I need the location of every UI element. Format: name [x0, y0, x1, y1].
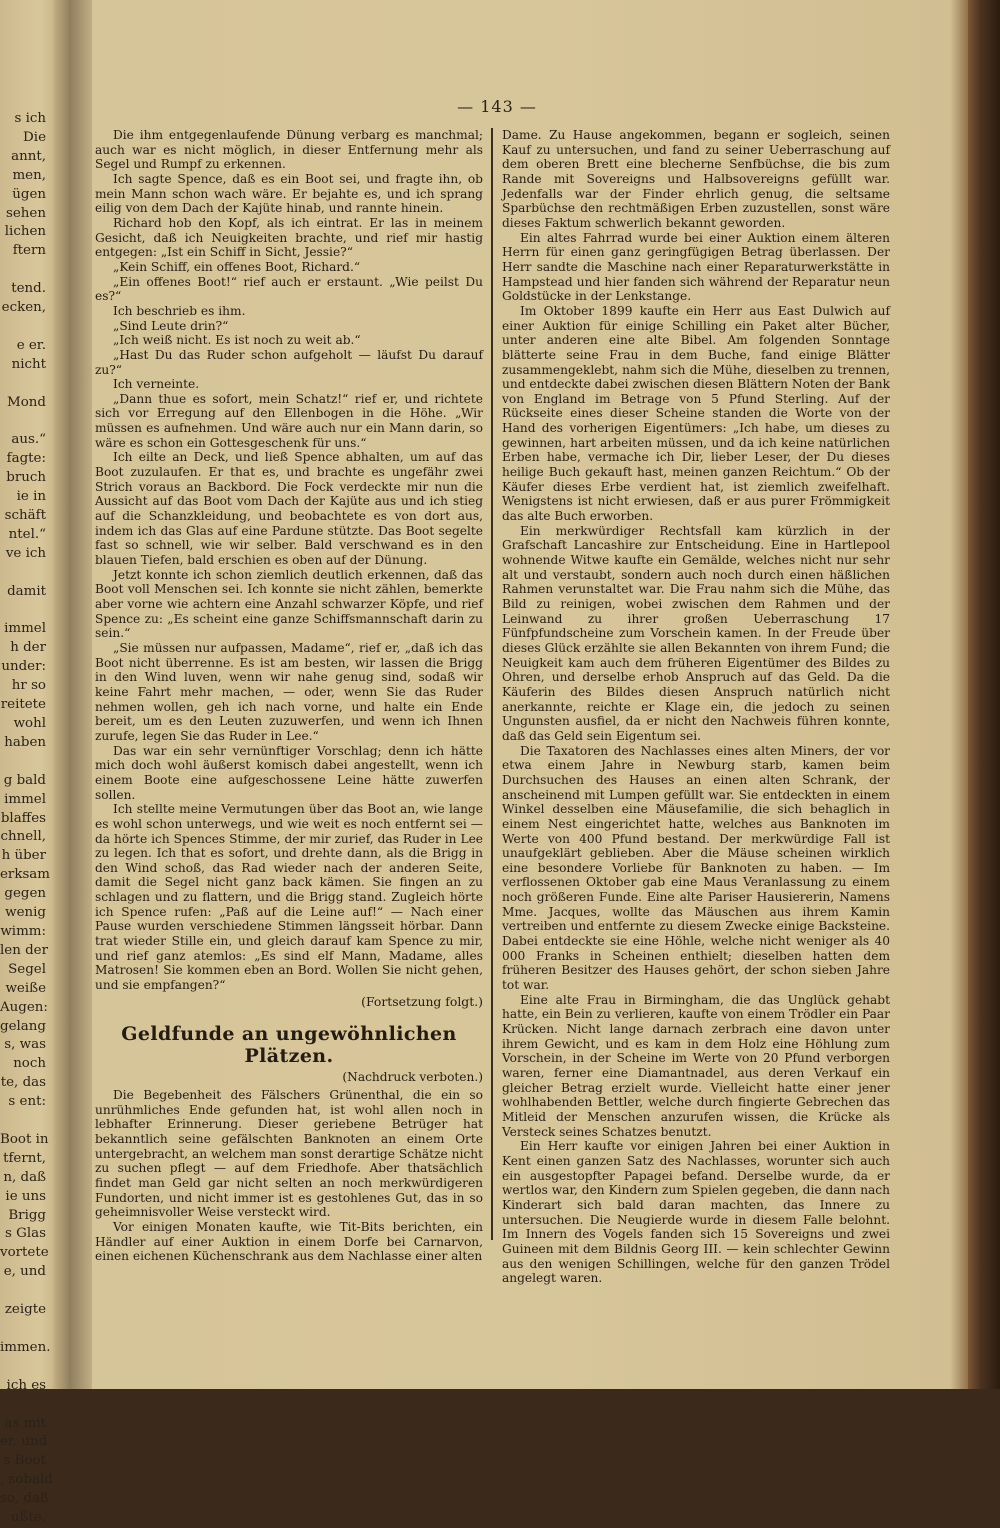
- paragraph: Die Begebenheit des Fälschers Grünenthal, die ein so unrühmliches Ende gefunden hat, ist wohl allen noch in lebhafter Erinnerung. Dieser geriebene Betrüger hat bekanntlich seine gefälschten Banknoten an einem Orte untergebracht, an welchem man sonst derartige Schätze nicht zu suchen pflegt — auf dem Friedhofe. Aber thatsächlich findet man Geld gar nicht selten an noch merkwürdigeren Fundorten, und nicht immer ist es gestohlenes Gut, das in so geheimnisvoller Weise versteckt wird.: [95, 1088, 483, 1220]
- book-edge: [968, 0, 1000, 1389]
- margin-fragment: er, und: [0, 1434, 48, 1450]
- margin-fragment: Segel: [8, 961, 46, 977]
- paragraph: Vor einigen Monaten kaufte, wie Tit-Bits berichten, ein Händler auf einer Auktion in einem Dorfe bei Carnarvon, einen eichenen Küchenschrank aus dem Nachlasse einer alten: [95, 1219, 483, 1264]
- margin-fragment: s ent:: [8, 1094, 46, 1110]
- margin-fragment: ie in: [16, 489, 46, 505]
- margin-fragment: gegen: [4, 886, 46, 902]
- margin-fragment: ie uns: [5, 1188, 46, 1204]
- margin-fragment: [0, 1396, 50, 1415]
- paragraph: Ein merkwürdiger Rechtsfall kam kürzlich in der Grafschaft Lancashire zur Entscheidung. Eine in Hartlepool wohnende Witwe kaufte ein Gemälde, welches nicht nur sehr alt und verstaubt, sondern auch noch durch einen häßlichen Rahmen verunstaltet war. Die Frau nahm sich die Mühe, das Bild zu reinigen, wobei zwischen dem Rahmen und der Leinwand zu ihrer großen Ueberraschung 17 Fünfpfundscheine zum Vorschein kamen. In der Freude über dieses Glück erzählte sie allen Bekannten von ihrem Fund; die Neuigkeit kam auch dem früheren Eigentümer des Bildes zu Ohren, und derselbe erhob Anspruch auf das Geld. Da die Käuferin des Bildes diesen Anspruch natürlich nicht anerkannte, reichte er Klage ein, die jedoch zu seinen Ungunsten ausfiel, da er nicht den Nachweis führen konnte, daß das Geld sein Eigentum sei.: [502, 523, 890, 743]
- margin-fragment: so, daß: [0, 1491, 49, 1507]
- reprint-notice: (Nachdruck verboten.): [342, 1070, 483, 1085]
- margin-fragment: erksam: [0, 867, 50, 883]
- paragraph: Im Oktober 1899 kaufte ein Herr aus East Dulwich auf einer Auktion für einige Schilling ein Paket alter Bücher, unter anderen eine alte Bibel. Am folgenden Sonntage blätterte seine Frau in dem Buche, fand einige Blätter zusammengeklebt, nahm sich die Mühe, dieselben zu trennen, und entdeckte dabei zwischen diesen Blättern Noten der Bank von England im Betrage von 5 Pfund Sterling. Auf der Rückseite eines dieser Scheine standen die Worte von der Hand des vorherigen Eigentümers: „Ich habe, um dieses zu gewinnen, hart arbeiten müssen, und da ich keine natürlichen Erben habe, vermache ich Dir, lieber Leser, der Du dieses heilige Buch gekauft hast, meinen ganzen Reichtum.“ Ob der Käufer dieses Erbe verdient hat, ist ziemlich zweifelhaft. Wenigstens ist nicht erwiesen, daß er aus purer Frömmigkeit das alte Buch erworben.: [502, 303, 890, 524]
- margin-fragment: [0, 1112, 50, 1131]
- paragraph: „Ich weiß nicht. Es ist noch zu weit ab.“: [113, 333, 361, 348]
- paragraph: „Sind Leute drin?“: [113, 318, 229, 333]
- previous-page-margin: [0, 110, 53, 1526]
- paragraph: Ich sagte Spence, daß es ein Boot sei, und fragte ihn, ob mein Mann schon wach wäre. Er bejahte es, und ich sprang eilig von dem Dach der Kajüte hinab, und rannte hinein.: [95, 171, 483, 216]
- paragraph: Ein Herr kaufte vor einigen Jahren bei einer Auktion in Kent einen ganzen Satz des Nachlasses, worunter sich auch ein ausgestopfter Papagei befand. Derselbe wurde, da er wertlos war, den Kindern zum Spielen gegeben, die dann nach Kinderart sich bald daran machten, das Innere zu untersuchen. Die Neugierde wurde in diesem Falle belohnt. Im Innern des Vogels fanden sich 15 Sovereigns und zwei Guineen mit dem Bildnis Georg III. — kein schlechter Gewinn aus den wenigen Schillingen, welche für den ganzen Trödel angelegt waren.: [502, 1139, 890, 1286]
- article-title: Geldfunde an ungewöhnlichen Plätzen.: [121, 1023, 457, 1068]
- left-column: [95, 128, 483, 1264]
- margin-fragment: under:: [1, 659, 46, 675]
- margin-fragment: bruch: [6, 470, 46, 486]
- margin-fragment: noch: [13, 1056, 46, 1072]
- margin-fragment: te, das: [0, 1075, 46, 1091]
- paragraph: Die ihm entgegenlaufende Dünung verbarg es manchmal; auch war es nicht möglich, in dieser Entfernung mehr als Segel und Rumpf zu erkennen.: [95, 128, 483, 172]
- paragraph: Ich eilte an Deck, und ließ Spence abhalten, um auf das Boot zuzulaufen. Er that es, und brachte es ungefähr zwei Strich voraus an Backbord. Die Fock verdeckte mir nun die Aussicht auf das Boot vom Dach der Kajüte aus und ich stieg auf die Schanzkleidung, und beobachtete es von dort aus, indem ich das Glas auf eine Pardune stützte. Das Boot segelte fast so schnell, wie wir selber. Bald verschwand es in den blauen Tiefen, bald erschien es oben auf der Dünung.: [95, 450, 483, 568]
- margin-fragment: schäft: [4, 508, 46, 524]
- article-text: [95, 1088, 483, 1264]
- margin-fragment: immel: [4, 621, 46, 637]
- margin-fragment: wohl: [13, 716, 46, 731]
- margin-fragment: ecken,: [1, 300, 46, 316]
- margin-fragment: [0, 1358, 50, 1377]
- margin-fragment: n, daß: [3, 1169, 46, 1185]
- right-column: [502, 128, 890, 1286]
- margin-fragment: as mit: [4, 1415, 46, 1431]
- paragraph: Ich beschrieb es ihm.: [113, 303, 246, 318]
- margin-fragment: tfernt,: [3, 1150, 46, 1166]
- paragraph: Ich stellte meine Vermutungen über das Boot an, wie lange es wohl schon unterwegs, und wie weit es noch entfernt sei — da hörte ich Spences Stimme, der mir zurief, das Ruder in Lee zu legen. Ich that es sofort, und drehte dann, als die Brigg in den Wind schoß, das Rad wieder nach der anderen Seite, damit die Segel nicht ganz back kämen. Sie fingen an zu schlagen und zu flattern, und die Brigg stand. Zugleich hörte ich Spence rufen: „Paß auf die Leine auf!“ — Nach einer Pause wurden verschiedene Stimmen längsseit hörbar. Dann trat wieder Stille ein, und gleich darauf kam Spence zu mir, und rief ganz atemlos: „Es sind elf Mann, Madame, alles Matrosen! Sie kommen eben an Bord. Wollen Sie nicht gehen, und sie empfangen?“: [95, 802, 483, 993]
- margin-fragment: [0, 261, 50, 280]
- margin-fragment: immel: [4, 791, 46, 807]
- margin-fragment: Mond: [7, 394, 46, 410]
- margin-fragment: ich es: [6, 1377, 46, 1393]
- margin-fragment: Brigg: [8, 1207, 46, 1223]
- margin-fragment: men,: [12, 167, 46, 183]
- paragraph: „Dann thue es sofort, mein Schatz!“ rief er, und richtete sich vor Erregung auf den Ellenbogen in die Höhe. „Wir müssen es aufnehmen. Und wäre auch nur ein Mann darin, so wäre es schon ein Gottesgeschenk für uns.“: [95, 391, 483, 450]
- margin-fragment: [0, 375, 50, 394]
- margin-fragment: fagte:: [6, 451, 46, 467]
- margin-fragment: ügen: [12, 186, 46, 202]
- story-text: [95, 128, 483, 993]
- margin-fragment: haben: [4, 734, 46, 750]
- page-number: — 143 —: [457, 97, 537, 116]
- margin-fragment: e er.: [16, 337, 46, 353]
- margin-fragment: ußte.: [10, 1510, 46, 1526]
- margin-fragment: immen.: [0, 1339, 51, 1355]
- margin-fragment: chnell,: [0, 829, 46, 845]
- margin-fragment: [0, 1320, 50, 1339]
- margin-fragment: hr so: [11, 678, 46, 694]
- margin-fragment: [0, 602, 50, 621]
- margin-fragment: weiße: [5, 980, 46, 996]
- margin-fragment: [0, 413, 50, 432]
- margin-fragment: s, was: [4, 1037, 46, 1053]
- margin-fragment: aus.“: [11, 432, 46, 448]
- margin-fragment: Augen:: [0, 999, 48, 1015]
- paragraph: Das war ein sehr vernünftiger Vorschlag; denn ich hätte mich doch wohl äußerst komisch dabei angestellt, wenn ich einem Boote eine aufgeschossene Leine hätte zuwerfen sollen.: [95, 743, 483, 802]
- margin-fragment: s Boot: [3, 1453, 46, 1469]
- margin-fragment: zeigte: [4, 1302, 46, 1318]
- margin-fragment: reitete: [0, 697, 46, 713]
- paragraph: „Ein offenes Boot!“ rief auch er erstaunt. „Wie peilst Du es?“: [95, 274, 483, 304]
- margin-fragment: ftern: [12, 243, 46, 259]
- margin-fragment: sehen: [6, 205, 46, 221]
- margin-fragment: h der: [10, 640, 46, 656]
- margin-fragment: vortete: [0, 1245, 49, 1261]
- margin-fragment: nicht: [11, 356, 46, 372]
- margin-fragment: tend.: [11, 281, 46, 297]
- paragraph: Ein altes Fahrrad wurde bei einer Auktion einem älteren Herrn für einen ganz geringfügigen Betrag überlassen. Der Herr sandte die Maschine nach einer Reparaturwerkstätte in Hampstead und hier fanden sich während der Reparatur neun Goldstücke in der Lenkstange.: [502, 230, 890, 304]
- margin-fragment: g bald: [3, 772, 46, 788]
- margin-fragment: s ich: [14, 111, 46, 126]
- paragraph: „Sie müssen nur aufpassen, Madame“, rief er, „daß ich das Boot nicht überrenne. Es ist am besten, wir lassen die Brigg in den Wind luven, wenn wir nahe genug sind, sodaß wir keine Fahrt mehr machen, — oder, wenn Sie das Ruder nehmen wollen, geh ich nach vorne, und halte ein Ende bereit, um es den Leuten zuzuwerfen, und wenn ich Ihnen zurufe, legen Sie das Ruder in Lee.“: [95, 640, 483, 743]
- paragraph: Eine alte Frau in Birmingham, die das Unglück gehabt hatte, ein Bein zu verlieren, kaufte von einem Trödler ein Paar Krücken. Nicht lange darnach zerbrach eine davon unter ihrem Gewicht, und es kam in dem Holz eine Höhlung zum Vorschein, in der Scheine im Werte von 20 Pfund verborgen waren, ferner eine Diamantnadel, aus deren Verkauf ein gleicher Betrag erzielt wurde. Vielleicht hatte einer jener wohlhabenden Bettler, welche durch fingierte Gebrechen das Mitleid der Menschen anzurufen wissen, die Krücke als Versteck seines Schatzes benutzt.: [502, 992, 890, 1139]
- paragraph: Die Taxatoren des Nachlasses eines alten Miners, der vor etwa einem Jahre in Newburg starb, kamen beim Durchsuchen des Hauses an einen alten Schrank, der anscheinend mit Lumpen gefüllt war. Sie entdeckten in einem Winkel desselben eine Mäusefamilie, die sich behaglich in einem Nest eingerichtet hatte, welches aus Banknoten im Werte von 400 Pfund bestand. Der merkwürdige Fall ist unaufgeklärt geblieben. Aber die Mäuse scheinen wirklich eine besondere Vorliebe für Banknoten zu haben. — Im verflossenen Oktober gab eine Maus Veranlassung zu einem noch größeren Funde. Eine alte Pariser Hausiererin, Namens Mme. Jacques, wollte das Mäuschen aus ihrem Kamin vertreiben und entfernte zu diesem Zwecke einige Backsteine. Dabei entdeckte sie eine Höhle, welche nicht weniger als 40 000 Franks in Scheinen enthielt; dieselben hatten dem früheren Besitzer des Hauses gehört, der schon sieben Jahre tot war.: [502, 743, 890, 993]
- margin-fragment: s Glas: [5, 1226, 46, 1242]
- margin-fragment: gelang: [0, 1018, 46, 1034]
- margin-fragment: wimm:: [0, 923, 46, 939]
- margin-fragment: e, und: [3, 1264, 46, 1280]
- margin-fragment: h über: [1, 848, 46, 864]
- margin-fragment: [0, 318, 50, 337]
- margin-fragment: [0, 1282, 50, 1301]
- margin-fragment: [0, 564, 50, 583]
- paragraph: Richard hob den Kopf, als ich eintrat. Er las in meinem Gesicht, daß ich Neuigkeiten brachte, und rief mir hastig entgegen: „Ist ein Schiff in Sicht, Jessie?“: [95, 215, 483, 260]
- paragraph: Ich verneinte.: [113, 377, 200, 392]
- margin-fragment: , sobald: [0, 1472, 53, 1488]
- column-rule: [491, 128, 493, 1240]
- margin-fragment: Boot in: [0, 1131, 49, 1147]
- margin-fragment: ve ich: [5, 545, 46, 561]
- margin-fragment: wenig: [5, 905, 46, 921]
- paragraph: Dame. Zu Hause angekommen, begann er sogleich, seinen Kauf zu untersuchen, und fand zu seiner Ueberraschung auf dem oberen Brett eine blecherne Senfbüchse, die bis zum Rande mit Sovereigns und Halbsovereigns gefüllt war. Jedenfalls war der Finder ehrlich genug, die seltsame Sparbüchse den rechtmäßigen Erben zuzustellen, sonst wäre dieses Faktum schwerlich bekannt geworden.: [502, 128, 890, 230]
- margin-fragment: blaffes: [0, 810, 46, 826]
- margin-fragment: annt,: [11, 148, 46, 164]
- margin-fragment: Die: [23, 129, 46, 145]
- continued-note: (Fortsetzung folgt.): [361, 993, 483, 1009]
- margin-fragment: damit: [7, 583, 46, 599]
- margin-fragment: [0, 753, 50, 772]
- binding-shadow: [52, 0, 92, 1389]
- paragraph: Jetzt konnte ich schon ziemlich deutlich erkennen, daß das Boot voll Menschen sei. Ich konnte sie nicht zählen, bemerkte aber vorne wie achtern eine Anzahl schwarzer Köpfe, und rief Spence zu: „Es scheint eine ganze Schiffsmannschaft darin zu sein.“: [95, 567, 483, 641]
- margin-fragment: ntel.“: [8, 526, 46, 542]
- paragraph: „Hast Du das Ruder schon aufgeholt — läufst Du darauf zu?“: [95, 347, 483, 377]
- margin-fragment: lichen: [4, 224, 46, 240]
- margin-fragment: len der: [0, 942, 48, 958]
- paragraph: „Kein Schiff, ein offenes Boot, Richard.“: [113, 259, 361, 274]
